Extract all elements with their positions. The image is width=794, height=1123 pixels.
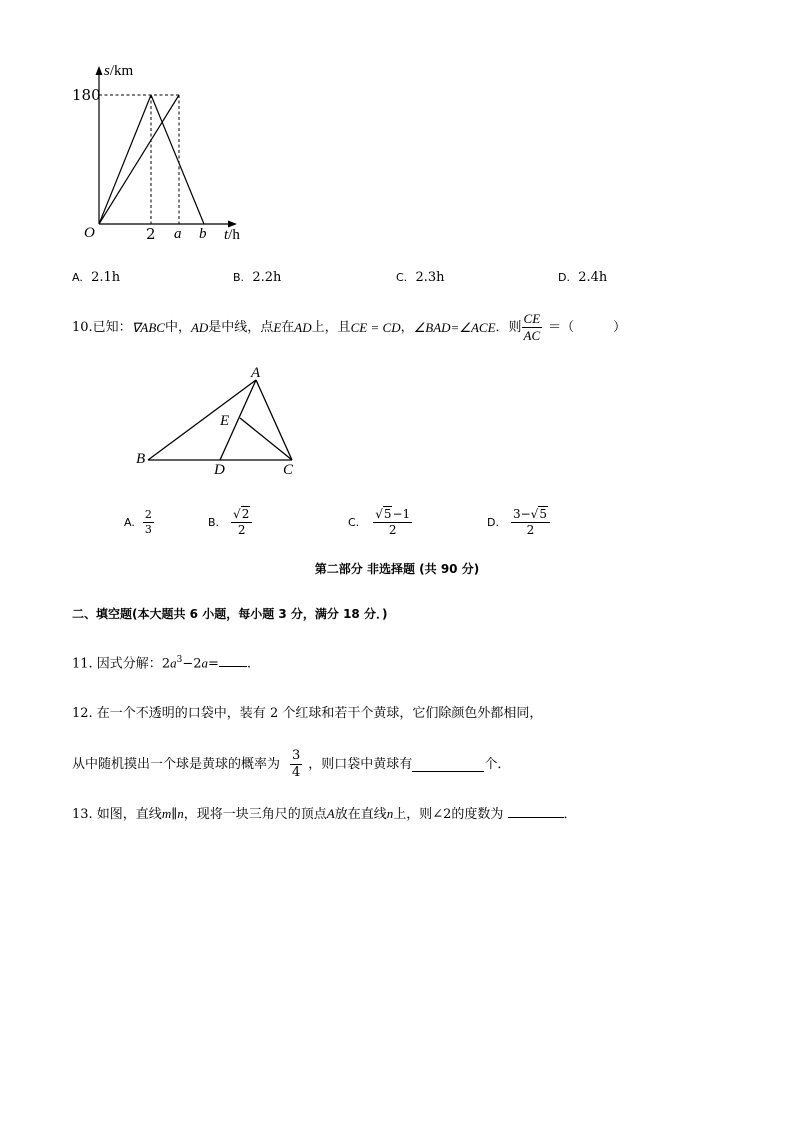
vertex-b: B <box>136 451 146 467</box>
q9-option-a: A. 2.1h <box>72 270 121 285</box>
vertex-e: E <box>220 413 230 429</box>
segment-ac <box>256 380 292 460</box>
line-up-slow <box>99 95 179 224</box>
graph-tick-180: 180 <box>72 86 101 104</box>
q10-option-b: B. $\frac{√2}{2}$ <box>208 504 252 540</box>
q12-answer-blank[interactable] <box>412 757 484 772</box>
q10-option-d: D. $\frac{3-√5}{2}$ <box>487 504 550 540</box>
q10-stem: 10.已知： ∇ABC 中， AD 是中线，点 E 在 AD 上，且 CE = CD ， ∠BAD=∠ACE ．则 $\frac{CE}{AC}$ ＝（ ） <box>72 310 627 343</box>
q11: 11. 因式分解：$2a^3-2a=$ . <box>72 655 252 672</box>
graph-label-t: t/h <box>224 227 240 243</box>
q11-answer-blank[interactable] <box>219 666 247 667</box>
section2-heading: 二、填空题(本大题共 6 小题，每小题 3 分，满分 18 分．) <box>72 607 388 621</box>
vertex-a: A <box>251 365 261 381</box>
graph-tick-2: 2 <box>146 225 156 243</box>
q9-option-d: D. 2.4h <box>558 270 608 285</box>
part2-title: 第二部分 非选择题 (共 90 分) <box>314 562 480 576</box>
graph-origin: O <box>84 225 95 241</box>
segment-ec <box>240 418 292 460</box>
q10-option-c: C. $\frac{√5-1}{2}$ <box>348 506 411 537</box>
q10-option-a: A. $\frac{2}{3}$ <box>124 507 152 536</box>
line-up-fast <box>99 95 151 224</box>
graph-label-s: s/km <box>104 63 134 79</box>
q9-option-c: C. 2.3h <box>396 270 445 285</box>
segment-ba <box>148 380 256 460</box>
line-down <box>151 95 204 224</box>
graph-tick-b: b <box>199 226 207 242</box>
q9-option-b: B. 2.2h <box>233 270 282 285</box>
q13: 13. 如图，直线m∥n，现将一块三角尺的顶点A放在直线n上，则∠2的度数为 ． <box>72 806 577 822</box>
q10-fraction: $\frac{CE}{AC}$ <box>523 310 541 343</box>
q12-line1: 12. 在一个不透明的口袋中，装有 2 个红球和若干个黄球，它们除颜色外都相同， <box>72 706 543 721</box>
vertex-d: D <box>214 462 225 478</box>
q12-line2: 从中随机摸出一个球是黄球的概率为 $\frac{3}{4}$ ，则口袋中黄球有 个． <box>72 747 511 780</box>
graph-tick-a: a <box>174 226 182 242</box>
vertex-c: C <box>283 462 294 478</box>
q13-answer-blank[interactable] <box>508 817 564 818</box>
y-axis-arrow <box>96 66 103 75</box>
